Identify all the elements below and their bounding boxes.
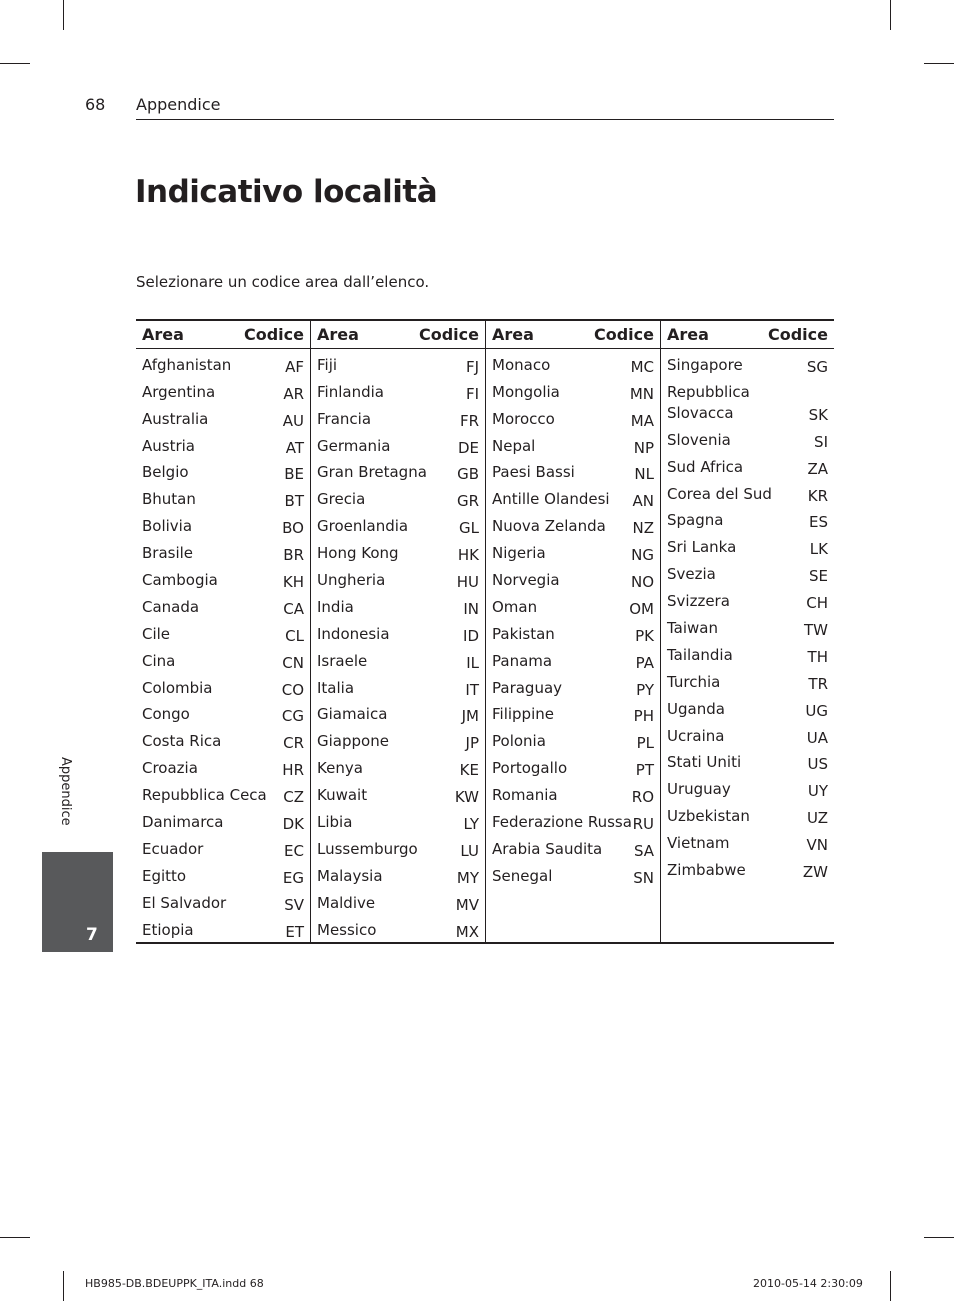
table-row	[492, 376, 654, 403]
table-column	[485, 321, 660, 942]
table-column	[310, 321, 485, 942]
table-column	[660, 321, 834, 942]
crop-mark	[0, 1237, 30, 1238]
area-code: AF	[285, 357, 304, 376]
area-name: Brasile	[142, 544, 194, 563]
area-name: Repubblica Ceca	[142, 786, 267, 805]
intro-text: Selezionare un codice area dall’elenco.	[136, 273, 430, 291]
area-name: Italia	[317, 678, 355, 697]
column-header	[661, 321, 834, 349]
table-row	[492, 564, 654, 591]
crop-mark	[63, 0, 64, 30]
area-code: KR	[807, 486, 828, 505]
area-name: Canada	[142, 597, 200, 616]
table-row	[317, 833, 479, 860]
area-code: CO	[281, 680, 304, 699]
footer-datetime: 2010-05-14 2:30:09	[753, 1277, 863, 1290]
table-row	[667, 827, 828, 854]
table-row	[142, 887, 304, 914]
table-row	[317, 860, 479, 887]
area-code: TW	[804, 621, 828, 640]
crop-mark	[924, 63, 954, 64]
table-row	[317, 349, 479, 376]
area-code: CR	[283, 734, 304, 753]
area-code: KH	[282, 573, 304, 592]
area-name: Ecuador	[142, 839, 204, 858]
area-code: NZ	[632, 519, 654, 538]
column-header	[136, 321, 310, 349]
area-name: Stati Uniti	[667, 753, 742, 772]
area-name: Congo	[142, 705, 190, 724]
column-header	[311, 321, 485, 349]
table-row	[142, 349, 304, 376]
area-code: BE	[284, 465, 304, 484]
area-name: Uzbekistan	[667, 807, 750, 826]
area-name: Finlandia	[317, 382, 384, 401]
area-code: DK	[282, 815, 304, 834]
area-name: Israele	[317, 651, 368, 670]
area-code: UA	[806, 728, 828, 747]
side-tab-label: Appendice	[58, 757, 73, 826]
area-code: FJ	[465, 357, 479, 376]
area-code: PK	[635, 626, 654, 645]
crop-mark	[890, 0, 891, 30]
table-row	[492, 430, 654, 457]
table-row	[317, 403, 479, 430]
area-name: Australia	[142, 409, 209, 428]
area-name: Libia	[317, 813, 353, 832]
area-header: Area	[667, 325, 709, 344]
column-header	[486, 321, 660, 349]
area-name: Belgio	[142, 463, 189, 482]
area-name: Costa Rica	[142, 732, 222, 751]
area-name: Danimarca	[142, 813, 224, 832]
area-code: NG	[631, 546, 654, 565]
area-name: Svizzera	[667, 592, 730, 611]
area-name: Sri Lanka	[667, 538, 737, 557]
area-name: India	[317, 597, 354, 616]
area-code: BT	[284, 492, 304, 511]
area-name: Singapore	[667, 355, 743, 374]
table-row	[142, 591, 304, 618]
area-code: MV	[455, 895, 479, 914]
area-code: SG	[806, 357, 828, 376]
area-name: Tailandia	[667, 645, 733, 664]
area-code: KE	[459, 761, 479, 780]
table-row	[317, 699, 479, 726]
table-row	[492, 860, 654, 887]
area-name: Arabia Saudita	[492, 839, 603, 858]
area-name: Etiopia	[142, 920, 194, 939]
crop-mark	[63, 1271, 64, 1301]
area-name: Germania	[317, 436, 391, 455]
table-row	[492, 779, 654, 806]
area-code: CZ	[283, 788, 304, 807]
table-row	[667, 376, 828, 424]
table-row	[667, 639, 828, 666]
area-code: HK	[457, 546, 479, 565]
table-row	[142, 645, 304, 672]
area-name: Panama	[492, 651, 553, 670]
area-code: ZA	[807, 459, 828, 478]
table-row	[317, 672, 479, 699]
area-code: OM	[629, 599, 654, 618]
area-code: PH	[633, 707, 654, 726]
table-row	[667, 854, 828, 881]
table-row	[667, 531, 828, 558]
area-name: Nepal	[492, 436, 536, 455]
area-name: Sud Africa	[667, 457, 744, 476]
area-code: MC	[630, 357, 654, 376]
table-row	[142, 833, 304, 860]
area-name: Polonia	[492, 732, 546, 751]
area-name: Egitto	[142, 866, 187, 885]
area-code: CA	[283, 599, 304, 618]
table-row	[317, 806, 479, 833]
area-name: Lussemburgo	[317, 839, 418, 858]
table-row	[317, 457, 479, 484]
table-row	[492, 483, 654, 510]
area-name: Nigeria	[492, 544, 546, 563]
area-name: Monaco	[492, 355, 551, 374]
table-row	[492, 672, 654, 699]
area-name: Giappone	[317, 732, 389, 751]
table-row	[492, 349, 654, 376]
area-code: ES	[809, 513, 828, 532]
chapter-tab	[42, 852, 113, 952]
area-name: Afghanistan	[142, 355, 232, 374]
table-row	[667, 424, 828, 451]
area-code: MN	[629, 384, 654, 403]
table-row	[667, 612, 828, 639]
table-row	[317, 645, 479, 672]
table-row	[317, 537, 479, 564]
area-code: IL	[466, 653, 479, 672]
table-row	[142, 860, 304, 887]
table-row	[317, 564, 479, 591]
area-code: CH	[806, 594, 828, 613]
area-name: Antille Olandesi	[492, 490, 610, 509]
area-code: LK	[809, 540, 828, 559]
area-code: US	[807, 755, 828, 774]
area-code: GL	[459, 519, 479, 538]
area-name: Vietnam	[667, 834, 730, 853]
page-number: 68	[85, 95, 106, 114]
crop-mark	[924, 1237, 954, 1238]
table-row	[317, 591, 479, 618]
table-row	[317, 725, 479, 752]
table-row	[317, 430, 479, 457]
area-code: SN	[633, 868, 654, 887]
area-code: IT	[465, 680, 479, 699]
area-code: UZ	[807, 809, 828, 828]
table-row	[492, 752, 654, 779]
area-code: UY	[807, 782, 828, 801]
area-code: KW	[454, 788, 479, 807]
code-header: Codice	[767, 325, 828, 344]
area-code: HU	[456, 573, 479, 592]
table-row	[142, 564, 304, 591]
area-name: Cile	[142, 624, 171, 643]
table-row	[142, 725, 304, 752]
area-code: NL	[634, 465, 654, 484]
table-row	[667, 451, 828, 478]
area-name: Mongolia	[492, 382, 560, 401]
table-row	[667, 747, 828, 774]
table-row	[317, 510, 479, 537]
table-row	[142, 403, 304, 430]
area-code: VN	[806, 836, 828, 855]
table-row	[142, 483, 304, 510]
area-name: Francia	[317, 409, 372, 428]
area-code: RO	[631, 788, 654, 807]
area-name: Spagna	[667, 511, 724, 530]
code-header: Codice	[243, 325, 304, 344]
area-name: Croazia	[142, 759, 198, 778]
area-name: Argentina	[142, 382, 216, 401]
table-row	[667, 585, 828, 612]
area-name: Oman	[492, 597, 538, 616]
area-code: MY	[456, 868, 479, 887]
table-row	[667, 505, 828, 532]
code-header: Codice	[418, 325, 479, 344]
code-header: Codice	[593, 325, 654, 344]
area-name: El Salvador	[142, 893, 227, 912]
area-code: DE	[457, 438, 479, 457]
table-row	[317, 887, 479, 914]
table-row	[492, 699, 654, 726]
area-code: AT	[285, 438, 304, 457]
area-name: Romania	[492, 786, 558, 805]
area-name: Ungheria	[317, 571, 386, 590]
area-code: SE	[809, 567, 828, 586]
area-code: CN	[282, 653, 304, 672]
table-row	[492, 537, 654, 564]
area-name: Pakistan	[492, 624, 555, 643]
area-name: Gran Bretagna	[317, 463, 427, 482]
area-code: SI	[814, 432, 828, 451]
area-code: PA	[635, 653, 654, 672]
table-row	[317, 752, 479, 779]
area-name: Grecia	[317, 490, 366, 509]
area-name: Norvegia	[492, 571, 560, 590]
area-code: PL	[636, 734, 654, 753]
table-row	[492, 645, 654, 672]
area-code: JM	[461, 707, 479, 726]
area-name: Nuova Zelanda	[492, 517, 606, 536]
area-code: BO	[282, 519, 304, 538]
area-header: Area	[492, 325, 534, 344]
area-code: ZW	[802, 863, 828, 882]
area-name: Cambogia	[142, 571, 218, 590]
area-code: LY	[463, 815, 479, 834]
table-row	[142, 430, 304, 457]
area-name: Paraguay	[492, 678, 563, 697]
area-name: Cina	[142, 651, 176, 670]
area-code: PY	[636, 680, 654, 699]
table-row	[142, 699, 304, 726]
table-row	[667, 666, 828, 693]
area-code: AN	[632, 492, 654, 511]
crop-mark	[890, 1271, 891, 1301]
table-row	[492, 403, 654, 430]
table-row	[142, 457, 304, 484]
area-name: Fiji	[317, 355, 338, 374]
table-row	[317, 376, 479, 403]
area-name: Groenlandia	[317, 517, 409, 536]
area-name: Senegal	[492, 866, 553, 885]
area-code: ET	[285, 922, 304, 941]
area-name: Kuwait	[317, 786, 368, 805]
area-name: Filippine	[492, 705, 554, 724]
table-row	[492, 591, 654, 618]
area-code: TR	[808, 674, 828, 693]
table-row	[142, 537, 304, 564]
area-name: Paesi Bassi	[492, 463, 575, 482]
area-name: Kenya	[317, 759, 363, 778]
area-name: Uganda	[667, 699, 725, 718]
area-code: TH	[807, 647, 828, 666]
section-name: Appendice	[136, 95, 221, 114]
area-code: SV	[284, 895, 304, 914]
area-name: Ucraina	[667, 726, 725, 745]
table-row	[142, 510, 304, 537]
table-row	[142, 779, 304, 806]
area-code: SK	[808, 405, 828, 424]
table-row	[492, 725, 654, 752]
table-row	[142, 672, 304, 699]
table-row	[667, 693, 828, 720]
area-code: LU	[460, 841, 479, 860]
area-name: Bhutan	[142, 490, 196, 509]
table-row	[317, 483, 479, 510]
area-code: CG	[281, 707, 304, 726]
area-code: RU	[632, 815, 654, 834]
area-name: Turchia	[667, 672, 721, 691]
table-row	[317, 779, 479, 806]
table-row	[492, 457, 654, 484]
area-code: IN	[463, 599, 479, 618]
area-name: Slovenia	[667, 430, 731, 449]
footer-file-name: HB985-DB.BDEUPPK_ITA.indd 68	[85, 1277, 264, 1290]
area-name: Giamaica	[317, 705, 388, 724]
area-code: BR	[283, 546, 304, 565]
area-name: Morocco	[492, 409, 555, 428]
table-row	[317, 618, 479, 645]
area-name: Messico	[317, 920, 377, 939]
header-rule	[136, 119, 834, 120]
table-row	[142, 752, 304, 779]
area-name: Uruguay	[667, 780, 731, 799]
area-name: Federazione Russa	[492, 813, 632, 832]
area-name: Indonesia	[317, 624, 390, 643]
area-name: Taiwan	[667, 619, 719, 638]
area-code: FR	[459, 411, 479, 430]
area-name: Austria	[142, 436, 195, 455]
area-code: GB	[457, 465, 479, 484]
area-name: Malaysia	[317, 866, 383, 885]
area-name: Repubblica Slovacca	[667, 382, 750, 422]
area-code: EC	[284, 841, 304, 860]
area-code: NP	[633, 438, 654, 457]
table-row	[667, 558, 828, 585]
area-code: PT	[635, 761, 654, 780]
area-code: MX	[455, 922, 479, 941]
chapter-number: 7	[86, 925, 98, 945]
area-name: Bolivia	[142, 517, 193, 536]
area-header: Area	[142, 325, 184, 344]
area-code: JP	[465, 734, 479, 753]
table-row	[492, 510, 654, 537]
page-title: Indicativo località	[135, 174, 438, 210]
area-name: Svezia	[667, 565, 716, 584]
area-name: Corea del Sud	[667, 484, 772, 503]
area-code: EG	[282, 868, 304, 887]
area-code: AR	[283, 384, 304, 403]
table-row	[142, 914, 304, 941]
table-row	[142, 376, 304, 403]
area-code: AU	[282, 411, 304, 430]
area-code: HR	[282, 761, 304, 780]
table-row	[142, 806, 304, 833]
table-row	[492, 618, 654, 645]
area-code: GR	[456, 492, 479, 511]
area-header: Area	[317, 325, 359, 344]
area-code-table	[136, 319, 834, 944]
area-code: SA	[633, 841, 654, 860]
table-row	[667, 773, 828, 800]
area-code: MA	[630, 411, 654, 430]
area-code: NO	[630, 573, 654, 592]
table-row	[667, 349, 828, 376]
area-name: Colombia	[142, 678, 213, 697]
table-row	[142, 618, 304, 645]
crop-mark	[0, 63, 30, 64]
table-row	[667, 800, 828, 827]
area-name: Hong Kong	[317, 544, 399, 563]
area-name: Portogallo	[492, 759, 568, 778]
table-row	[667, 720, 828, 747]
area-code: CL	[285, 626, 304, 645]
area-code: UG	[805, 701, 828, 720]
table-row	[492, 806, 654, 833]
area-name: Zimbabwe	[667, 861, 746, 880]
table-column	[136, 321, 310, 942]
area-code: ID	[463, 626, 479, 645]
area-name: Maldive	[317, 893, 376, 912]
table-row	[667, 478, 828, 505]
table-row	[317, 914, 479, 941]
table-row	[492, 833, 654, 860]
area-code: FI	[465, 384, 479, 403]
